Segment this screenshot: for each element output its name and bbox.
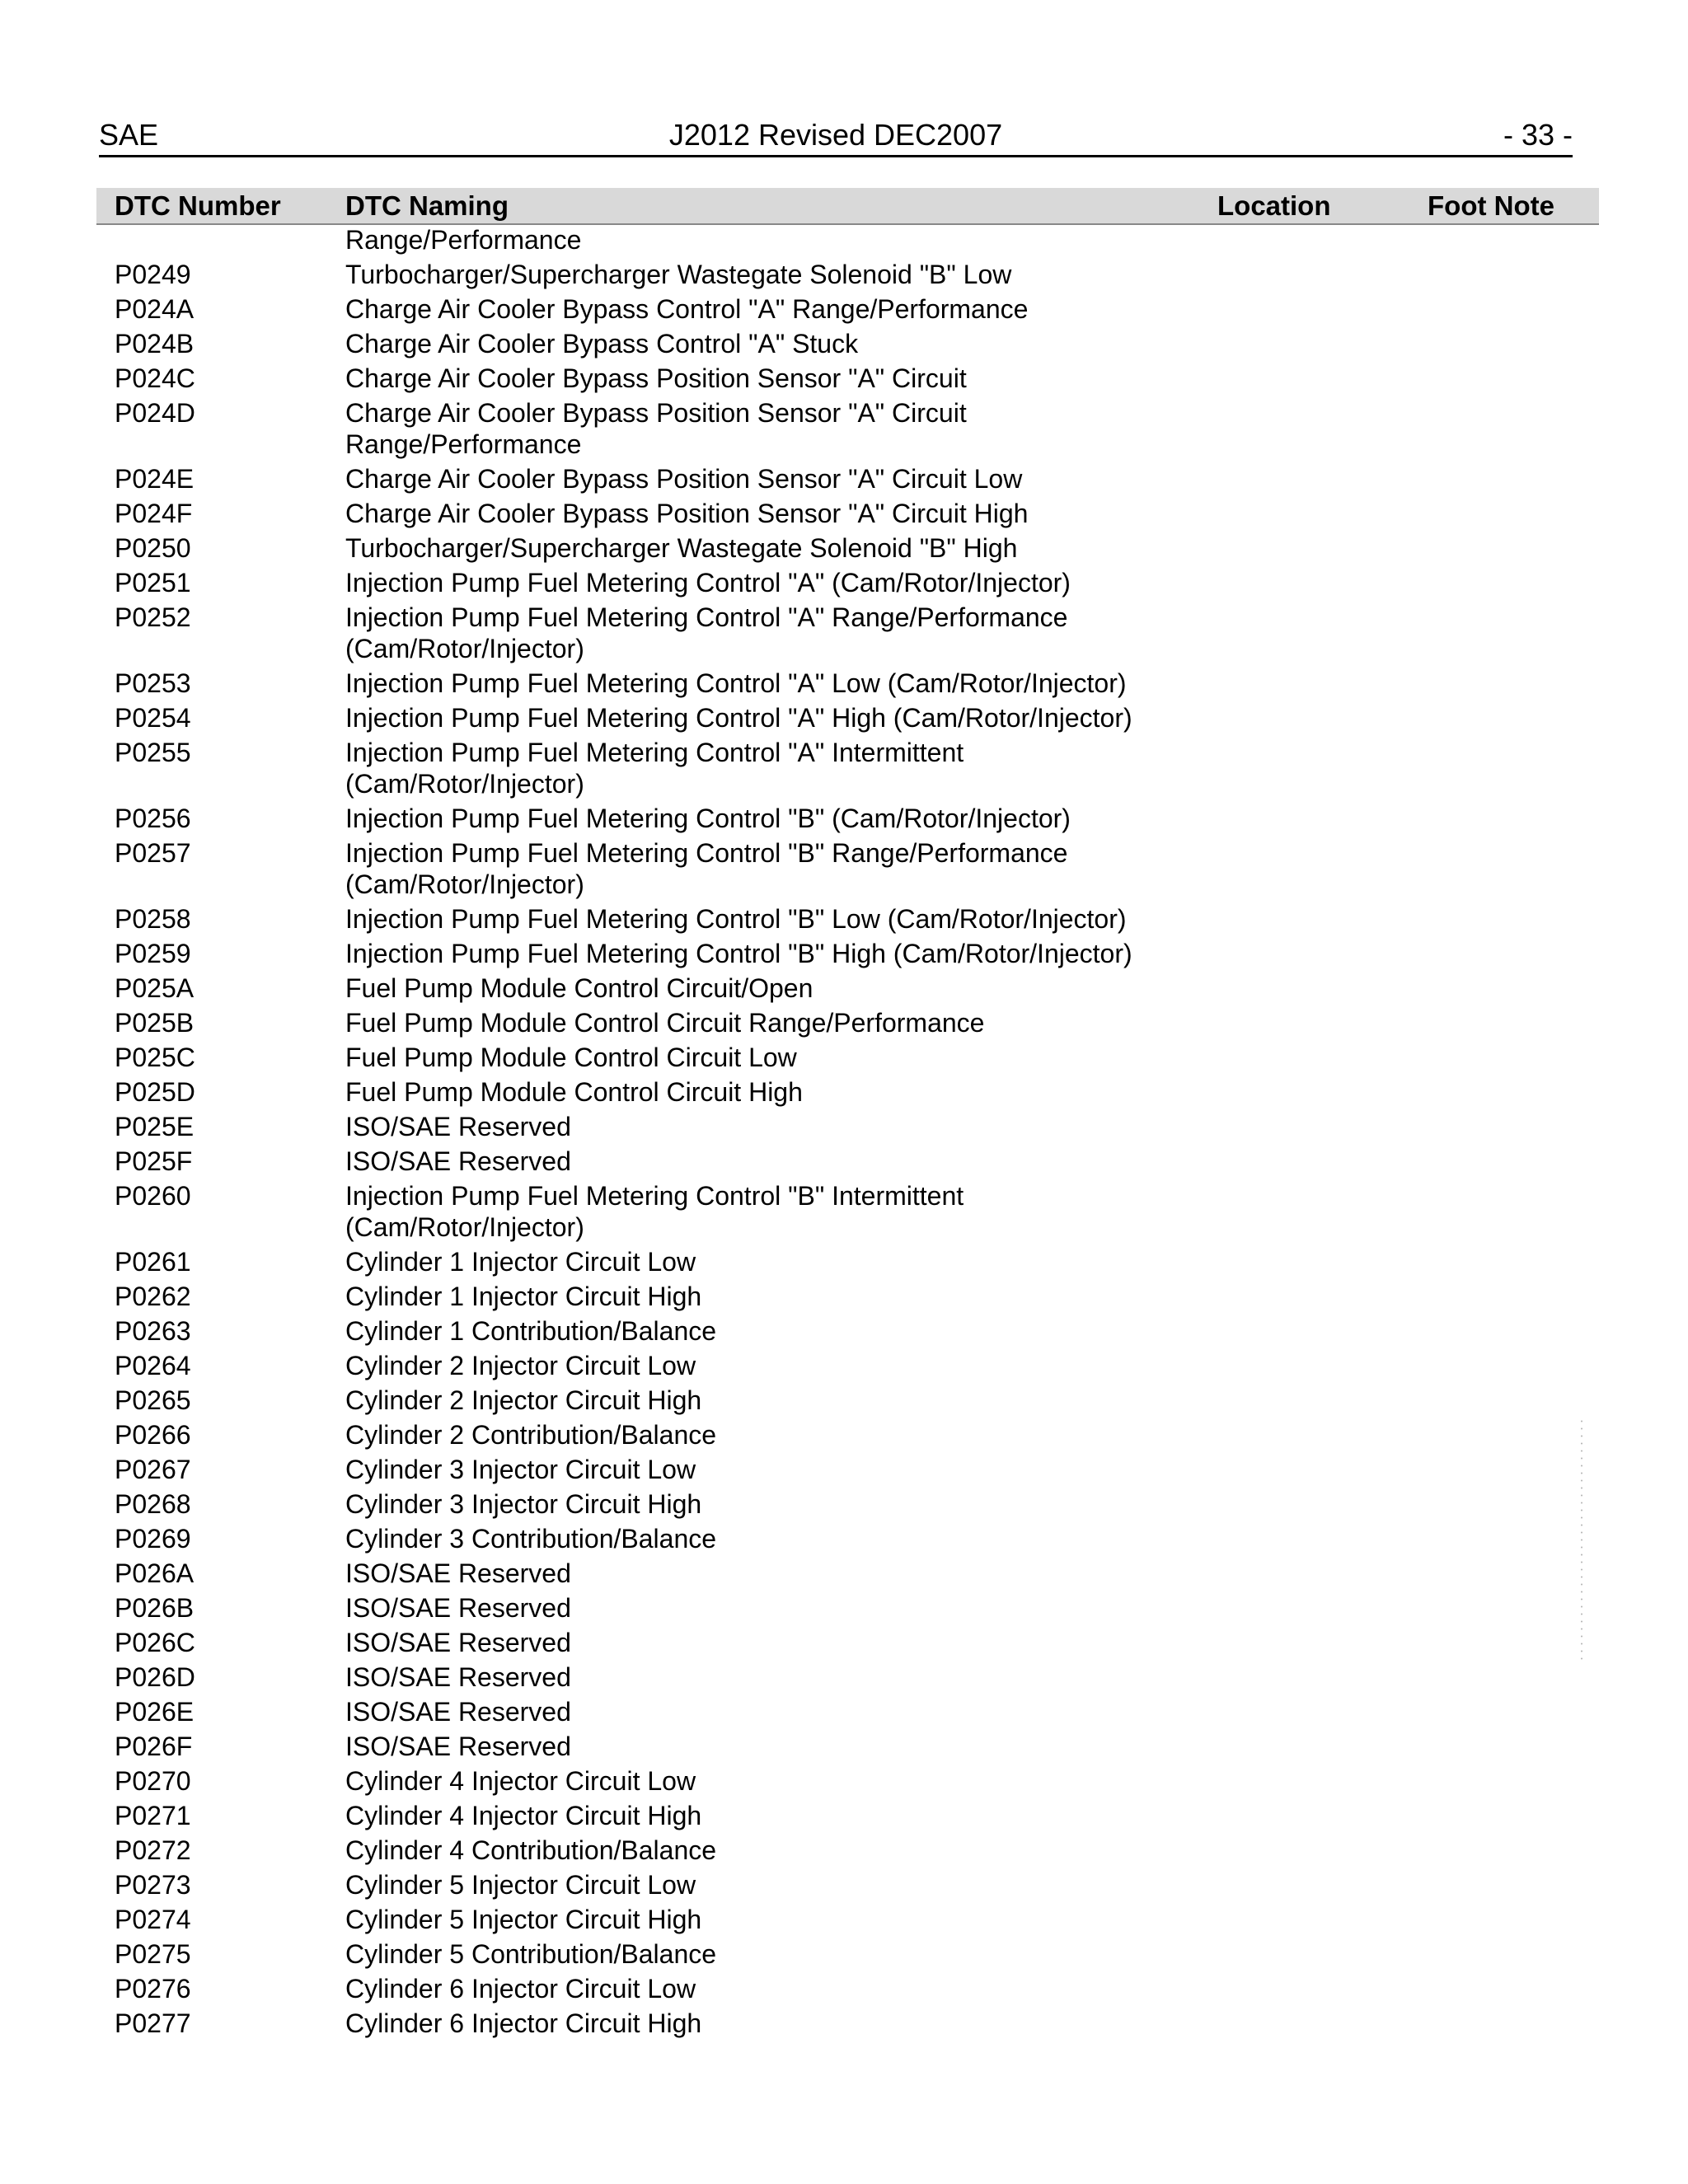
table-row — [0, 567, 1688, 602]
dtc-code: P025C — [115, 1043, 195, 1072]
column-location: Location — [1217, 190, 1331, 221]
continued-name-line: Range/Performance — [345, 225, 582, 255]
dtc-code: P0259 — [115, 939, 191, 968]
dtc-name-line: Turbocharger/Supercharger Wastegate Solenoid "B" Low — [345, 260, 1012, 289]
dtc-name-line: Injection Pump Fuel Metering Control "A" Intermittent — [345, 738, 964, 767]
dtc-code: P024B — [115, 329, 195, 359]
dtc-name — [345, 1627, 1186, 1661]
dtc-code: P0264 — [115, 1351, 191, 1380]
dtc-name — [345, 938, 1186, 972]
dtc-code: P0262 — [115, 1282, 191, 1311]
table-row — [0, 1938, 1688, 1973]
table-row — [0, 293, 1688, 328]
dtc-name-line: Charge Air Cooler Bypass Position Sensor "A" Circuit Low — [345, 464, 1023, 494]
dtc-code: P0263 — [115, 1316, 191, 1346]
dtc-name — [345, 702, 1186, 737]
dtc-code: P0250 — [115, 533, 191, 563]
dtc-name-line: Cylinder 4 Injector Circuit Low — [345, 1766, 696, 1796]
table-row — [0, 1869, 1688, 1904]
table-row — [0, 803, 1688, 837]
dtc-name-line: Injection Pump Fuel Metering Control "B" Intermittent — [345, 1181, 964, 1211]
table-row — [0, 363, 1688, 397]
table-row — [0, 1350, 1688, 1385]
dtc-name-line: Range/Performance — [345, 429, 582, 459]
dtc-name-line: ISO/SAE Reserved — [345, 1146, 571, 1176]
dtc-name-line: ISO/SAE Reserved — [345, 1558, 571, 1588]
table-row — [0, 837, 1688, 903]
dtc-name-line: Injection Pump Fuel Metering Control "B" Low (Cam/Rotor/Injector) — [345, 904, 1127, 934]
dtc-name-line: Injection Pump Fuel Metering Control "B" Range/Performance — [345, 838, 1068, 868]
dtc-name-line: ISO/SAE Reserved — [345, 1628, 571, 1657]
dtc-name — [345, 1661, 1186, 1696]
dtc-name — [345, 259, 1186, 293]
table-row — [0, 397, 1688, 463]
dtc-code: P024E — [115, 464, 195, 494]
dtc-code: P0269 — [115, 1524, 191, 1554]
dtc-name — [345, 737, 1186, 803]
table-row — [0, 1765, 1688, 1800]
table-row — [0, 1076, 1688, 1111]
dtc-name-line: Cylinder 5 Injector Circuit Low — [345, 1870, 696, 1900]
dtc-code: P0253 — [115, 668, 191, 698]
dtc-code: P026A — [115, 1558, 195, 1588]
table-row — [0, 1281, 1688, 1315]
dtc-code: P024F — [115, 499, 193, 528]
table-row — [0, 1146, 1688, 1180]
dtc-code: P024C — [115, 363, 195, 393]
dtc-code: P0260 — [115, 1181, 191, 1211]
dtc-name-line: Cylinder 1 Injector Circuit Low — [345, 1247, 696, 1277]
dtc-name — [345, 1488, 1186, 1523]
dtc-code: P0275 — [115, 1939, 191, 1969]
dtc-code: P026F — [115, 1732, 193, 1761]
dtc-name — [345, 1696, 1186, 1731]
dtc-code: P0252 — [115, 602, 191, 632]
dtc-name — [345, 972, 1186, 1007]
table-row — [0, 532, 1688, 567]
table-row — [0, 702, 1688, 737]
dtc-name — [345, 1523, 1186, 1558]
table-row — [0, 259, 1688, 293]
dtc-name-line: Fuel Pump Module Control Circuit High — [345, 1077, 803, 1107]
dtc-code: P025B — [115, 1008, 195, 1038]
dtc-code: P0274 — [115, 1905, 191, 1934]
table-row — [0, 1800, 1688, 1835]
dtc-name — [345, 1146, 1186, 1180]
dtc-code: P0249 — [115, 260, 191, 289]
dtc-name-line: Charge Air Cooler Bypass Position Sensor "A" Circuit — [345, 398, 967, 428]
dtc-code: P025A — [115, 973, 195, 1003]
dtc-name — [345, 1419, 1186, 1454]
dtc-name-line: Cylinder 3 Injector Circuit Low — [345, 1455, 696, 1484]
table-row — [0, 1661, 1688, 1696]
dtc-name-line: Cylinder 5 Injector Circuit High — [345, 1905, 702, 1934]
dtc-name — [345, 1042, 1186, 1076]
dtc-name — [345, 1281, 1186, 1315]
table-row — [0, 668, 1688, 702]
header-document-id: J2012 Revised DEC2007 — [668, 118, 1003, 152]
dtc-code: P0255 — [115, 738, 191, 767]
table-row — [0, 1419, 1688, 1454]
dtc-code: P0272 — [115, 1835, 191, 1865]
dtc-code: P0277 — [115, 2008, 191, 2038]
dtc-code: P025D — [115, 1077, 195, 1107]
table-row — [0, 737, 1688, 803]
table-row — [0, 1111, 1688, 1146]
dtc-code: P0256 — [115, 804, 191, 833]
dtc-name — [345, 1592, 1186, 1627]
dtc-code: P025F — [115, 1146, 193, 1176]
scan-speckle — [1580, 1418, 1583, 1665]
dtc-name-line: Cylinder 2 Injector Circuit High — [345, 1385, 702, 1415]
dtc-name-line: ISO/SAE Reserved — [345, 1697, 571, 1727]
table-row — [0, 1246, 1688, 1281]
dtc-name — [345, 602, 1186, 668]
dtc-name-line: Cylinder 4 Injector Circuit High — [345, 1801, 702, 1830]
dtc-name — [345, 463, 1186, 498]
dtc-code: P026D — [115, 1662, 195, 1692]
dtc-name-line: Cylinder 5 Contribution/Balance — [345, 1939, 717, 1969]
dtc-code: P0271 — [115, 1801, 191, 1830]
table-row — [0, 1696, 1688, 1731]
table-row — [0, 1835, 1688, 1869]
dtc-name — [345, 668, 1186, 702]
dtc-name-line: ISO/SAE Reserved — [345, 1732, 571, 1761]
table-row — [0, 1454, 1688, 1488]
dtc-name — [345, 1869, 1186, 1904]
dtc-name — [345, 397, 1186, 463]
dtc-name-line: Turbocharger/Supercharger Wastegate Solenoid "B" High — [345, 533, 1018, 563]
dtc-code: P0254 — [115, 703, 191, 733]
dtc-code: P025E — [115, 1112, 195, 1141]
dtc-code: P0276 — [115, 1974, 191, 2004]
dtc-name-line: Cylinder 2 Injector Circuit Low — [345, 1351, 696, 1380]
table-row — [0, 1523, 1688, 1558]
dtc-name — [345, 2008, 1186, 2042]
dtc-code: P0266 — [115, 1420, 191, 1450]
dtc-code: P0258 — [115, 904, 191, 934]
dtc-code: P0267 — [115, 1455, 191, 1484]
dtc-name — [345, 1246, 1186, 1281]
dtc-name-line: ISO/SAE Reserved — [345, 1112, 571, 1141]
column-dtc-naming: DTC Naming — [345, 190, 509, 221]
dtc-name — [345, 1385, 1186, 1419]
dtc-code: P026E — [115, 1697, 195, 1727]
table-row — [0, 1973, 1688, 2008]
dtc-name — [345, 1350, 1186, 1385]
dtc-name-line: (Cam/Rotor/Injector) — [345, 1212, 584, 1242]
dtc-name — [345, 363, 1186, 397]
dtc-code: P0273 — [115, 1870, 191, 1900]
table-row — [0, 1627, 1688, 1661]
dtc-name-line: Charge Air Cooler Bypass Control "A" Stuck — [345, 329, 859, 359]
dtc-name-line: Cylinder 3 Injector Circuit High — [345, 1489, 702, 1519]
table-row — [0, 498, 1688, 532]
header-page-number: - 33 - — [1503, 118, 1573, 152]
table-row — [0, 938, 1688, 972]
table-row — [0, 602, 1688, 668]
dtc-name — [345, 1558, 1186, 1592]
table-row — [0, 1042, 1688, 1076]
dtc-name — [345, 1800, 1186, 1835]
dtc-name-line: Cylinder 1 Contribution/Balance — [345, 1316, 717, 1346]
dtc-name — [345, 567, 1186, 602]
dtc-name-line: Charge Air Cooler Bypass Control "A" Range/Performance — [345, 294, 1029, 324]
dtc-code: P0268 — [115, 1489, 191, 1519]
dtc-name — [345, 1111, 1186, 1146]
table-row — [0, 1904, 1688, 1938]
dtc-name-line: Injection Pump Fuel Metering Control "B" High (Cam/Rotor/Injector) — [345, 939, 1132, 968]
table-column-header — [96, 188, 1599, 225]
column-dtc-number: DTC Number — [115, 190, 281, 221]
dtc-table-body — [0, 224, 1688, 2042]
dtc-name — [345, 1315, 1186, 1350]
dtc-name-line: Cylinder 3 Contribution/Balance — [345, 1524, 717, 1554]
dtc-name — [345, 1454, 1186, 1488]
table-row — [0, 463, 1688, 498]
table-row-continued — [0, 224, 1688, 259]
dtc-name — [345, 1938, 1186, 1973]
dtc-name-line: ISO/SAE Reserved — [345, 1593, 571, 1623]
dtc-name-line: Charge Air Cooler Bypass Position Sensor "A" Circuit High — [345, 499, 1029, 528]
table-row — [0, 1007, 1688, 1042]
dtc-name — [345, 1076, 1186, 1111]
table-row — [0, 972, 1688, 1007]
dtc-name-line: Fuel Pump Module Control Circuit Low — [345, 1043, 797, 1072]
dtc-name — [345, 1731, 1186, 1765]
dtc-name — [345, 532, 1186, 567]
dtc-name-line: Cylinder 1 Injector Circuit High — [345, 1282, 702, 1311]
dtc-name-line: Injection Pump Fuel Metering Control "A" (Cam/Rotor/Injector) — [345, 568, 1071, 598]
dtc-code: P0270 — [115, 1766, 191, 1796]
header-org: SAE — [99, 118, 159, 152]
dtc-name-line: Fuel Pump Module Control Circuit Range/Performance — [345, 1008, 985, 1038]
table-row — [0, 1315, 1688, 1350]
dtc-code: P026B — [115, 1593, 195, 1623]
dtc-name-line: ISO/SAE Reserved — [345, 1662, 571, 1692]
dtc-code: P0257 — [115, 838, 191, 868]
dtc-name — [345, 837, 1186, 903]
dtc-code: P0261 — [115, 1247, 191, 1277]
dtc-name — [345, 1180, 1186, 1246]
dtc-code: P026C — [115, 1628, 195, 1657]
dtc-name-line: (Cam/Rotor/Injector) — [345, 634, 584, 663]
dtc-name — [345, 903, 1186, 938]
dtc-name — [345, 293, 1186, 328]
dtc-name-line: Injection Pump Fuel Metering Control "B" (Cam/Rotor/Injector) — [345, 804, 1071, 833]
dtc-name-line: Charge Air Cooler Bypass Position Sensor "A" Circuit — [345, 363, 967, 393]
dtc-code: P0265 — [115, 1385, 191, 1415]
table-row — [0, 903, 1688, 938]
dtc-name-line: Fuel Pump Module Control Circuit/Open — [345, 973, 814, 1003]
table-row — [0, 1180, 1688, 1246]
dtc-name-line: Cylinder 4 Contribution/Balance — [345, 1835, 717, 1865]
dtc-name-line: (Cam/Rotor/Injector) — [345, 869, 584, 899]
table-row — [0, 1488, 1688, 1523]
dtc-name — [345, 328, 1186, 363]
dtc-code: P024A — [115, 294, 195, 324]
dtc-name — [345, 1904, 1186, 1938]
dtc-name-line: Cylinder 6 Injector Circuit Low — [345, 1974, 696, 2004]
table-row — [0, 2008, 1688, 2042]
dtc-name — [345, 1007, 1186, 1042]
dtc-name-line: Injection Pump Fuel Metering Control "A" High (Cam/Rotor/Injector) — [345, 703, 1132, 733]
dtc-name-line: Injection Pump Fuel Metering Control "A" Range/Performance — [345, 602, 1068, 632]
dtc-code: P0251 — [115, 568, 191, 598]
dtc-name — [345, 498, 1186, 532]
table-row — [0, 1731, 1688, 1765]
dtc-name — [345, 1765, 1186, 1800]
dtc-name — [345, 1835, 1186, 1869]
dtc-name-line: (Cam/Rotor/Injector) — [345, 769, 584, 799]
column-foot-note: Foot Note — [1428, 190, 1554, 221]
page-header — [99, 117, 1573, 157]
table-row — [0, 1385, 1688, 1419]
table-row — [0, 1592, 1688, 1627]
table-row — [0, 328, 1688, 363]
table-row — [0, 1558, 1688, 1592]
dtc-code: P024D — [115, 398, 195, 428]
dtc-name-line: Cylinder 6 Injector Circuit High — [345, 2008, 702, 2038]
dtc-name-line: Cylinder 2 Contribution/Balance — [345, 1420, 717, 1450]
dtc-name — [345, 803, 1186, 837]
dtc-name — [345, 1973, 1186, 2008]
dtc-name-line: Injection Pump Fuel Metering Control "A" Low (Cam/Rotor/Injector) — [345, 668, 1127, 698]
